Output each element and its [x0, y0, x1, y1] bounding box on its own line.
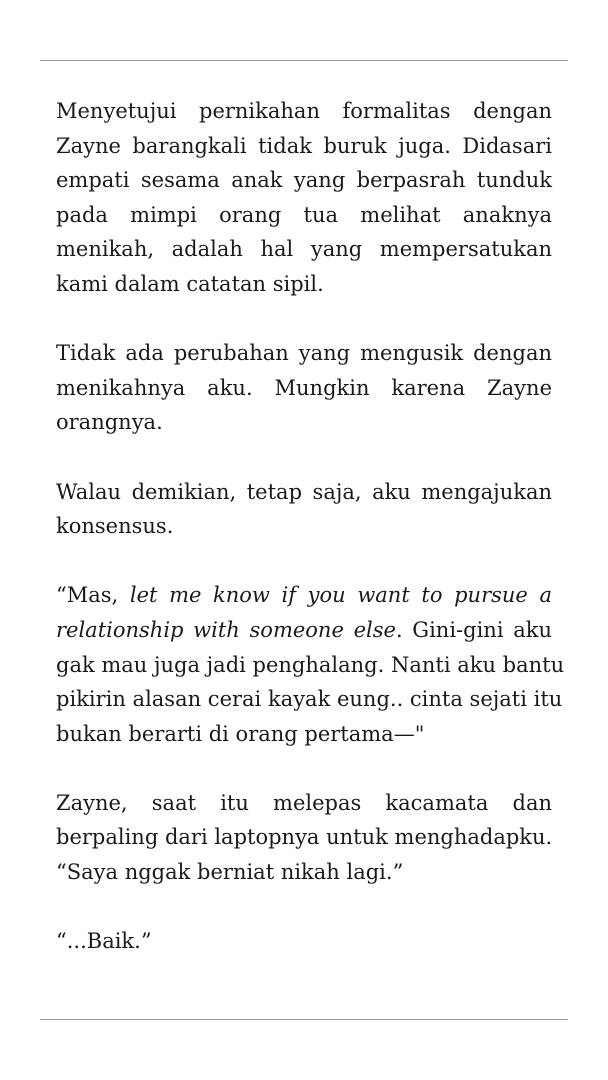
text-line: berpaling dari laptopnya untuk menghadapku.: [56, 825, 553, 850]
text-line: Zayne barangkali tidak buruk juga. Didasari: [56, 133, 552, 158]
dialogue-text: . Gini-gini aku: [395, 617, 552, 642]
bottom-divider: [40, 1019, 568, 1020]
text-line: menikah, adalah hal yang mempersatukan: [56, 237, 552, 262]
text-line: empati sesama anak yang berpasrah tunduk: [56, 168, 552, 193]
paragraph-2: [56, 336, 552, 440]
italic-text: relationship with someone else: [56, 617, 396, 642]
paragraph-1: [56, 94, 552, 302]
text-line: Zayne, saat itu melepas kacamata dan: [56, 790, 552, 815]
text-line: Walau demikian, tetap saja, aku mengajukan: [56, 479, 552, 504]
text-line: “...Baik.”: [56, 929, 152, 954]
text-line: pada mimpi orang tua melihat anaknya: [56, 202, 552, 227]
text-line: pikirin alasan cerai kayak eung.. cinta sejati itu: [56, 687, 563, 712]
text-line: “Saya nggak berniat nikah lagi.”: [56, 860, 404, 885]
reading-page: [56, 94, 565, 959]
text-line: Tidak ada perubahan yang mengusik dengan: [56, 341, 552, 366]
italic-text: let me know if you want to pursue a: [129, 583, 552, 608]
text-line: menikahnya aku. Mungkin karena Zayne: [56, 375, 552, 400]
text-line: gak mau juga jadi penghalang. Nanti aku bantu: [56, 652, 565, 677]
paragraph-3: [56, 475, 552, 544]
paragraph-6: [56, 924, 552, 959]
text-line: bukan berarti di orang pertama—": [56, 721, 425, 746]
paragraph-5: [56, 786, 552, 890]
text-line: kami dalam catatan sipil.: [56, 271, 324, 296]
dialogue-text: “Mas,: [56, 583, 119, 608]
text-line: [56, 578, 552, 613]
text-line: [56, 613, 552, 648]
text-line: orangnya.: [56, 410, 163, 435]
top-divider: [40, 60, 568, 61]
paragraph-4: [56, 578, 565, 751]
text-line: Menyetujui pernikahan formalitas dengan: [56, 99, 552, 123]
text-line: konsensus.: [56, 514, 174, 539]
